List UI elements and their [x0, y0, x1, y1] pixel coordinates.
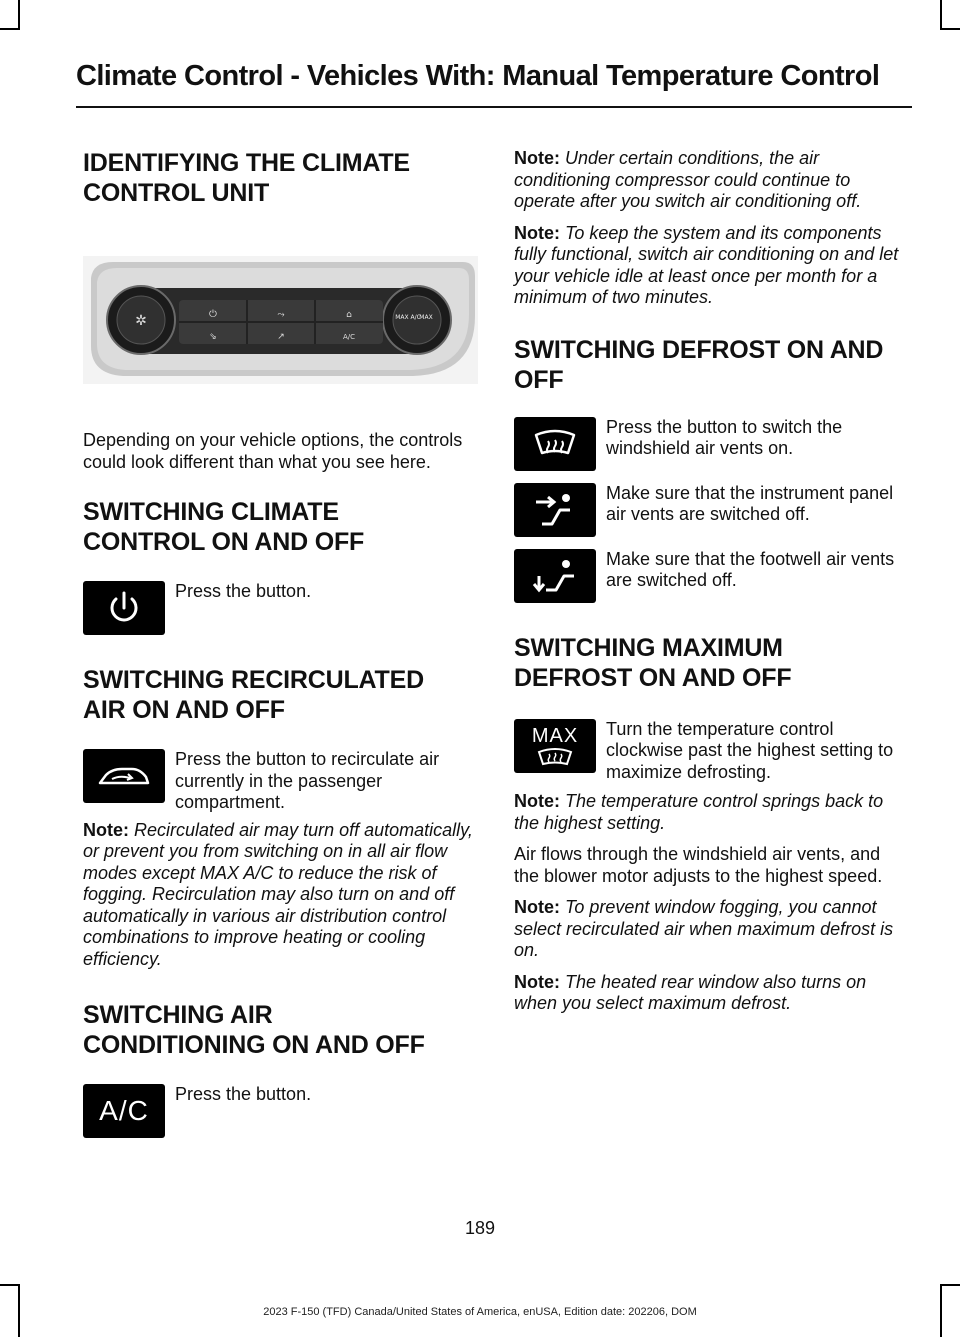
page-number: 189: [464, 1218, 496, 1238]
instrument-panel-vents-icon: [514, 483, 596, 537]
max-defrost-icon: MAX: [514, 719, 596, 773]
climate-control-unit-photo: [83, 256, 478, 384]
crop-mark: [18, 0, 20, 30]
section-heading: SWITCHING CLIMATE CONTROL ON AND OFF: [83, 498, 365, 556]
left-column: [83, 140, 478, 1138]
recirc-text: Press the button to recirculate air currently in the passenger compartment.: [175, 749, 440, 812]
right-column: [514, 140, 909, 1015]
ac-photo-label: A/C: [342, 333, 356, 341]
windshield-defrost-icon: [514, 417, 596, 471]
svg-text:⇘: ⇘: [209, 332, 217, 342]
crop-mark: [940, 1284, 960, 1286]
note: Note: Under certain conditions, the air conditioning compressor could continue to operate after you switch air conditioning off.: [514, 148, 862, 211]
ac-icon: A/C: [83, 1084, 165, 1138]
svg-text:⌂: ⌂: [346, 310, 352, 320]
header-rule: [76, 106, 912, 108]
recirculated-air-icon: [83, 749, 165, 803]
switch-climate-text: Press the button.: [175, 581, 312, 601]
svg-text:↗: ↗: [277, 332, 285, 342]
section-heading: SWITCHING MAXIMUM DEFROST ON AND OFF: [514, 633, 792, 692]
section-heading: IDENTIFYING THE CLIMATE CONTROL UNIT: [83, 149, 410, 207]
footwell-vents-icon: [514, 549, 596, 603]
footwell-vents-text: Make sure that the footwell air vents are switched off.: [606, 548, 895, 590]
page-header-title: Climate Control - Vehicles With: Manual Temperature Control: [76, 60, 880, 92]
crop-mark: [0, 28, 20, 30]
crop-mark: [940, 0, 942, 30]
crop-mark: [940, 28, 960, 30]
note: Note: To prevent window fogging, you cannot select recirculated air when maximum defrost is on.: [514, 897, 894, 960]
ac-text: Press the button.: [175, 1084, 312, 1104]
controls-note-text: Depending on your vehicle options, the controls could look different than what you see here.: [83, 430, 463, 472]
crop-mark: [0, 1284, 20, 1286]
max-ac-photo-label: MAX A/C: [395, 314, 421, 321]
note: Note: The heated rear window also turns on when you select maximum defrost.: [514, 971, 867, 1013]
svg-text:⤳: ⤳: [277, 310, 285, 320]
note: Note: The temperature control springs back to the highest setting.: [514, 791, 884, 833]
power-icon: [83, 581, 165, 635]
section-heading: SWITCHING RECIRCULATED AIR ON AND OFF: [83, 666, 424, 724]
airflow-text: Air flows through the windshield air vents, and the blower motor adjusts to the highest speed.: [514, 844, 883, 886]
recirc-note: Note: Recirculated air may turn off automatically, or prevent you from switching on in all air flow modes except MAX A/C to reduce the risk of fogging. Recirculation may also turn on and off automatically in various air distribution control combinations to improve heating or cooling efficiency.: [83, 819, 473, 969]
section-heading: SWITCHING DEFROST ON AND OFF: [514, 335, 884, 394]
note: Note: To keep the system and its components fully functional, switch air conditioning on and let your vehicle idle at least once per month for a minimum of two minutes.: [514, 222, 899, 307]
edition-info: 2023 F-150 (TFD) Canada/United States of America, enUSA, Edition date: 202206, DOM: [263, 1306, 697, 1318]
max-defrost-text: Turn the temperature control clockwise past the highest setting to maximize defrosting.: [606, 718, 894, 782]
defrost-text: Press the button to switch the windshield air vents on.: [606, 416, 843, 458]
svg-text:⏻: ⏻: [209, 309, 217, 320]
section-heading: SWITCHING AIR CONDITIONING ON AND OFF: [83, 1001, 425, 1059]
panel-vents-text: Make sure that the instrument panel air vents are switched off.: [606, 482, 894, 524]
svg-text:✲: ✲: [135, 313, 147, 329]
max-defrost-photo-label: MAX: [419, 314, 433, 321]
